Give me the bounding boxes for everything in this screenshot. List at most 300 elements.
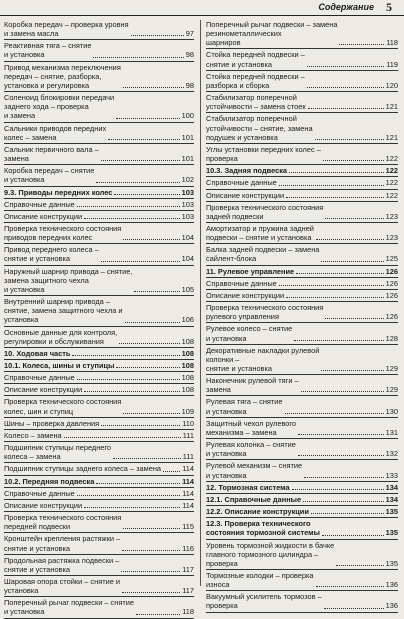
entry-separator <box>206 91 398 92</box>
toc-entry-title: Стойка передней подвески – разборка и сборка <box>206 71 305 90</box>
entry-separator <box>4 499 194 500</box>
toc-entry <box>4 245 194 263</box>
toc-entry-page: 120 <box>385 80 398 90</box>
toc-entry <box>206 507 398 516</box>
entry-separator <box>206 481 398 482</box>
leader-dots <box>339 44 384 45</box>
toc-entry-title: Вакуумный усилитель тормозов – проверка <box>206 592 322 611</box>
leader-dots <box>303 501 384 502</box>
toc-entry-title: Привод механизма переключения передач – снятие, разборка, установка и регулировка <box>4 62 121 90</box>
toc-entry-page: 103 <box>181 211 194 221</box>
toc-entry <box>4 513 194 531</box>
toc-entry-title: Стойка передней подвески – снятие и установка <box>206 50 305 69</box>
toc-entry-title: Наконечник рулевой тяги – замена <box>206 376 299 395</box>
toc-entry <box>206 483 398 492</box>
toc-entry-title: Сальник первичного вала – замена <box>4 144 99 164</box>
leader-dots <box>123 239 179 240</box>
toc-entry-page: 126 <box>385 312 398 322</box>
leader-dots <box>321 370 383 371</box>
toc-entry-page: 122 <box>385 190 398 200</box>
entry-separator <box>4 186 194 187</box>
toc-entry <box>206 50 398 68</box>
toc-entry-page: 114 <box>182 500 194 510</box>
toc-entry-page: 117 <box>182 586 194 596</box>
toc-entry <box>4 598 194 616</box>
toc-entry <box>4 20 194 38</box>
toc-entry-title: Колесо – замена <box>4 430 62 440</box>
toc-entry-page: 126 <box>385 266 398 276</box>
leader-dots <box>131 35 184 36</box>
leader-dots <box>336 565 383 566</box>
toc-entry-page: 132 <box>385 449 398 459</box>
toc-entry-title: Привод переднего колеса – снятие и установка <box>4 245 99 264</box>
toc-entry-page: 123 <box>385 211 398 221</box>
entry-separator <box>4 326 194 327</box>
leader-dots <box>321 261 383 262</box>
toc-entry <box>206 419 398 437</box>
toc-entry-title: Сальники приводов передних колес – замена <box>4 123 107 142</box>
toc-entry-page: 102 <box>181 175 194 185</box>
toc-entry <box>4 297 194 324</box>
toc-entry <box>206 145 398 163</box>
toc-entry <box>206 191 398 200</box>
toc-entry-title: Описание конструкции <box>206 190 285 200</box>
entry-separator <box>206 48 398 49</box>
toc-entry-page: 114 <box>182 476 194 486</box>
toc-entry-title: Балка задней подвески – замена сайлент-блока <box>206 245 320 264</box>
toc-entry-title: Стабилизатор поперечной устойчивости – замена стоек <box>206 93 306 112</box>
toc-entry-page: 117 <box>182 564 194 574</box>
toc-entry-page: 128 <box>385 333 398 343</box>
toc-entry-page: 108 <box>181 373 194 383</box>
leader-dots <box>325 318 383 319</box>
toc-entry-page: 100 <box>181 111 194 121</box>
entry-separator <box>4 618 194 619</box>
toc-column-left <box>4 20 194 617</box>
entry-separator <box>4 222 194 223</box>
leader-dots <box>77 495 180 496</box>
toc-entry-page: 123 <box>385 233 398 243</box>
leader-dots <box>113 458 181 459</box>
toc-entry-page: 134 <box>385 482 398 492</box>
leader-dots <box>289 172 384 173</box>
toc-entry <box>206 541 398 568</box>
toc-entry-title: Поперечный рычаг подвески – замена резинометаллических шарниров <box>206 20 338 48</box>
entry-separator <box>4 487 194 488</box>
toc-entry-title: Внутренний шарнир привода – снятие, замена защитного чехла и установка <box>4 297 123 325</box>
toc-entry-title: Соленоид блокировки передачи заднего хода – проверка и замена <box>4 93 115 121</box>
toc-entry-title: Подшипник ступицы заднего колеса – замена <box>4 464 162 474</box>
entry-separator <box>206 289 398 290</box>
entry-separator <box>4 462 194 463</box>
entry-separator <box>206 612 398 613</box>
leader-dots <box>323 160 384 161</box>
entry-separator <box>206 344 398 345</box>
header-rule <box>0 15 404 16</box>
toc-entry <box>4 373 194 382</box>
leader-dots <box>101 425 180 426</box>
toc-entry <box>206 324 398 342</box>
entry-separator <box>4 210 194 211</box>
toc-entry-page: 106 <box>181 315 194 325</box>
leader-dots <box>64 437 181 438</box>
toc-entry-page: 115 <box>182 522 194 532</box>
toc-entry <box>4 431 194 440</box>
page-number: 5 <box>386 0 392 14</box>
leader-dots <box>84 391 180 392</box>
toc-entry-page: 98 <box>185 50 194 60</box>
toc-entry-title: Проверка технического состояния приводов передних колес <box>4 223 122 243</box>
toc-entry-title: Тормозные колодки – проверка износа <box>206 570 314 590</box>
leader-dots <box>307 87 384 88</box>
entry-separator <box>206 374 398 375</box>
leader-dots <box>116 118 180 119</box>
entry-separator <box>4 122 194 123</box>
toc-entry <box>4 328 194 346</box>
toc-entry-page: 104 <box>181 233 194 243</box>
toc-entry <box>4 41 194 59</box>
entry-separator <box>4 371 194 372</box>
entry-separator <box>4 243 194 244</box>
toc-entry-title: Описание конструкции <box>4 385 83 395</box>
toc-entry <box>4 188 194 197</box>
toc-entry <box>206 178 398 187</box>
leader-dots <box>285 413 384 414</box>
entry-separator <box>4 395 194 396</box>
entry-separator <box>206 493 398 494</box>
entry-separator <box>206 201 398 202</box>
entry-separator <box>206 143 398 144</box>
entry-separator <box>206 265 398 266</box>
entry-separator <box>206 395 398 396</box>
toc-entry-page: 101 <box>181 154 194 164</box>
entry-separator <box>206 459 398 460</box>
toc-entry-page: 108 <box>181 361 194 370</box>
toc-entry-page: 125 <box>385 254 398 264</box>
toc-entry-page: 134 <box>385 494 398 504</box>
toc-entry-page: 104 <box>181 254 194 264</box>
toc-entry-page: 118 <box>386 38 398 48</box>
toc-entry-page: 129 <box>385 385 398 395</box>
toc-entry-title: Проверка технического состояния передней подвески <box>4 513 122 532</box>
toc-entry-page: 108 <box>181 348 194 358</box>
entry-separator <box>4 429 194 430</box>
toc-entry-page: 114 <box>182 488 194 498</box>
toc-entry-title: 10.3. Задняя подвеска <box>206 166 288 176</box>
entry-separator <box>4 295 194 296</box>
toc-column-right <box>206 20 398 611</box>
toc-entry-title: 11. Рулевое управление <box>206 266 295 276</box>
toc-entry-page: 109 <box>181 406 194 416</box>
toc-entry-title: Справочные данные <box>206 178 277 188</box>
toc-entry-title: Реактивная тяга – снятие и установка <box>4 41 92 60</box>
toc-entry <box>206 245 398 263</box>
page-header <box>0 0 404 17</box>
leader-dots <box>122 550 180 551</box>
entry-separator <box>206 517 398 518</box>
leader-dots <box>163 471 180 472</box>
toc-entry <box>4 489 194 498</box>
running-title: Содержание <box>318 2 374 12</box>
toc-entry <box>4 145 194 163</box>
leader-dots <box>77 206 180 207</box>
entry-separator <box>4 575 194 576</box>
toc-entry-title: Поперечный рычаг подвески – снятие и установка <box>4 598 134 617</box>
toc-entry-page: 101 <box>181 132 194 142</box>
entry-separator <box>206 189 398 190</box>
toc-entry-page: 131 <box>385 427 398 437</box>
toc-entry <box>4 534 194 552</box>
toc-entry-page: 121 <box>385 132 398 142</box>
toc-entry-page: 136 <box>385 601 398 611</box>
entry-separator <box>4 359 194 360</box>
toc-entry <box>206 592 398 610</box>
toc-entry <box>206 397 398 415</box>
leader-dots <box>325 218 383 219</box>
toc-entry-title: Основные данные для контроля, регулировки и обслуживания <box>4 327 118 346</box>
leader-dots <box>116 367 179 368</box>
leader-dots <box>108 139 180 140</box>
toc-entry-title: Шаровая опора стойки – снятие и установка <box>4 576 121 596</box>
toc-entry-title: 9.3. Приводы передних колес <box>4 187 113 197</box>
leader-dots <box>286 197 384 198</box>
toc-entry <box>206 440 398 458</box>
entry-separator <box>4 39 194 40</box>
entry-separator <box>206 505 398 506</box>
leader-dots <box>123 413 179 414</box>
entry-separator <box>4 383 194 384</box>
entry-separator <box>4 417 194 418</box>
toc-entry <box>206 93 398 111</box>
entry-separator <box>4 441 194 442</box>
leader-dots <box>324 608 384 609</box>
leader-dots <box>316 586 384 587</box>
entry-separator <box>4 475 194 476</box>
toc-entry-title: Уровень тормозной жидкости в бачке главного тормозного цилиндра – проверка <box>206 540 335 568</box>
toc-entry <box>4 361 194 370</box>
toc-entry-title: Амортизатор и пружина задней подвески – снятие и установка <box>206 223 314 243</box>
toc-entry-title: Справочные данные <box>206 278 277 288</box>
toc-entry-title: Защитный чехол рулевого механизма – замена <box>206 418 297 437</box>
toc-entry <box>4 385 194 394</box>
entry-separator <box>4 347 194 348</box>
toc-entry-title: Шины – проверка давления <box>4 418 100 428</box>
toc-entry <box>4 501 194 510</box>
entry-separator <box>206 539 398 540</box>
toc-entry <box>4 200 194 209</box>
leader-dots <box>304 477 384 478</box>
toc-entry-page: 129 <box>385 364 398 373</box>
toc-entry-page: 103 <box>181 187 194 197</box>
leader-dots <box>136 614 180 615</box>
toc-entry-title: 10. Ходовая часть <box>4 348 71 358</box>
toc-entry-title: Декоративные накладки рулевой колонки – снятие и установка <box>206 345 320 373</box>
toc-entry-title: Углы установки передних колес – проверка <box>206 144 321 164</box>
entry-separator <box>206 243 398 244</box>
leader-dots <box>77 379 180 380</box>
toc-entry-title: 12.3. Проверка технического состояния тормозной системы <box>206 519 320 538</box>
leader-dots <box>298 434 384 435</box>
entry-separator <box>4 164 194 165</box>
toc-entry-title: 12. Тормозная система <box>206 482 290 492</box>
leader-dots <box>301 391 384 392</box>
toc-entry <box>206 114 398 141</box>
leader-dots <box>84 507 180 508</box>
toc-entry <box>4 419 194 428</box>
entry-separator <box>4 554 194 555</box>
leader-dots <box>315 139 384 140</box>
entry-separator <box>206 569 398 570</box>
entry-separator <box>206 590 398 591</box>
toc-entry-page: 122 <box>385 154 398 164</box>
toc-entry-title: Коробка передач – проверка уровня и замена масла <box>4 20 129 39</box>
toc-entry <box>4 397 194 415</box>
toc-entry-title: Рулевая колонка – снятие и установка <box>206 440 296 459</box>
toc-entry <box>206 267 398 276</box>
toc-entry <box>206 571 398 589</box>
toc-entry <box>4 124 194 142</box>
toc-entry-page: 108 <box>181 385 194 395</box>
entry-separator <box>4 596 194 597</box>
toc-entry-page: 121 <box>385 102 398 112</box>
leader-dots <box>96 182 179 183</box>
toc-entry <box>4 577 194 595</box>
toc-entry-title: Справочные данные <box>4 373 75 383</box>
toc-entry-page: 122 <box>385 178 398 188</box>
leader-dots <box>298 455 384 456</box>
leader-dots <box>101 261 180 262</box>
toc-entry <box>4 349 194 358</box>
toc-entry-title: Наружный шарнир привода – снятие, замена защитного чехла и установка <box>4 266 133 294</box>
entry-separator <box>206 417 398 418</box>
column-divider <box>200 20 201 586</box>
toc-entry-title: Проверка технического состояния рулевого управления <box>206 303 324 322</box>
entry-separator <box>206 176 398 177</box>
toc-entry <box>4 267 194 294</box>
leader-dots <box>292 489 384 490</box>
leader-dots <box>121 571 180 572</box>
toc-entry-title: Кронштейн крепления растяжки – снятие и установка <box>4 534 121 553</box>
toc-entry-page: 126 <box>385 278 398 288</box>
toc-entry <box>206 166 398 175</box>
toc-entry-page: 111 <box>182 430 194 440</box>
toc-entry <box>206 303 398 321</box>
toc-entry <box>206 461 398 479</box>
toc-entry <box>206 346 398 373</box>
toc-entry-page: 119 <box>386 59 398 69</box>
toc-entry-page: 103 <box>181 199 194 209</box>
toc-entry-page: 136 <box>385 580 398 590</box>
leader-dots <box>101 160 180 161</box>
toc-entry-title: 12.1. Справочные данные <box>206 494 302 504</box>
entry-separator <box>4 532 194 533</box>
toc-entry-title: Справочные данные <box>4 488 75 498</box>
entry-separator <box>206 70 398 71</box>
toc-entry-page: 135 <box>385 507 398 517</box>
entry-separator <box>206 112 398 113</box>
toc-entry-page: 133 <box>385 470 398 480</box>
entry-separator <box>4 91 194 92</box>
toc-entry <box>206 291 398 300</box>
toc-entry-page: 116 <box>182 543 194 553</box>
toc-entry <box>206 203 398 221</box>
leader-dots <box>123 528 180 529</box>
entry-separator <box>206 277 398 278</box>
toc-entry <box>206 519 398 537</box>
toc-entry-page: 105 <box>181 284 194 294</box>
entry-separator <box>4 265 194 266</box>
toc-entry-title: Справочные данные <box>4 199 75 209</box>
entry-separator <box>206 301 398 302</box>
entry-separator <box>4 143 194 144</box>
toc-entry-title: 10.2. Передняя подвеска <box>4 476 95 486</box>
toc-entry-page: 108 <box>181 336 194 346</box>
toc-entry-title: Рулевое колесо – снятие и установка <box>206 324 293 343</box>
toc-entry-title: Продольная растяжка подвески – снятие и установка <box>4 555 120 574</box>
toc-entry-title: Коробка передач – снятие и установка <box>4 166 95 185</box>
leader-dots <box>96 483 180 484</box>
toc-entry <box>206 279 398 288</box>
entry-separator <box>4 511 194 512</box>
entry-separator <box>206 438 398 439</box>
entry-separator <box>206 322 398 323</box>
leader-dots <box>322 535 384 536</box>
toc-entry-page: 118 <box>182 607 194 617</box>
toc-entry-title: 10.1. Колеса, шины и ступицы <box>4 361 115 370</box>
leader-dots <box>125 322 180 323</box>
toc-entry-title: Проверка технического состояния колес, шин и ступиц <box>4 397 122 416</box>
toc-entry-page: 130 <box>385 406 398 416</box>
entry-separator <box>206 164 398 165</box>
toc-entry-page: 135 <box>385 528 398 538</box>
leader-dots <box>279 185 384 186</box>
toc-entry <box>4 93 194 120</box>
toc-entry-page: 135 <box>385 558 398 568</box>
leader-dots <box>119 343 179 344</box>
leader-dots <box>286 297 384 298</box>
leader-dots <box>84 218 180 219</box>
toc-entry-title: Описание конструкции <box>4 211 83 221</box>
toc-entry <box>206 495 398 504</box>
toc-entry <box>4 224 194 242</box>
toc-entry-title: 12.2. Описание конструкции <box>206 507 309 517</box>
toc-entry-page: 97 <box>185 29 194 39</box>
toc-entry <box>4 464 194 473</box>
toc-entry-title: Рулевой механизм – снятие и установка <box>206 461 303 480</box>
toc-entry <box>4 477 194 486</box>
leader-dots <box>279 285 384 286</box>
leader-dots <box>294 340 383 341</box>
toc-entry-title: Описание конструкции <box>4 500 83 510</box>
leader-dots <box>93 57 183 58</box>
toc-entry <box>4 556 194 574</box>
toc-entry <box>4 63 194 90</box>
leader-dots <box>296 273 383 274</box>
leader-dots <box>134 291 179 292</box>
toc-entry-page: 126 <box>385 290 398 300</box>
toc-entry-page: 98 <box>185 80 194 90</box>
toc-entry <box>206 20 398 47</box>
leader-dots <box>114 194 179 195</box>
entry-separator <box>4 61 194 62</box>
entry-separator <box>206 222 398 223</box>
leader-dots <box>308 108 384 109</box>
leader-dots <box>122 592 180 593</box>
entry-separator <box>4 198 194 199</box>
leader-dots <box>316 239 384 240</box>
leader-dots <box>72 355 179 356</box>
toc-entry-title: Рулевая тяга – снятие и установка <box>206 397 283 416</box>
